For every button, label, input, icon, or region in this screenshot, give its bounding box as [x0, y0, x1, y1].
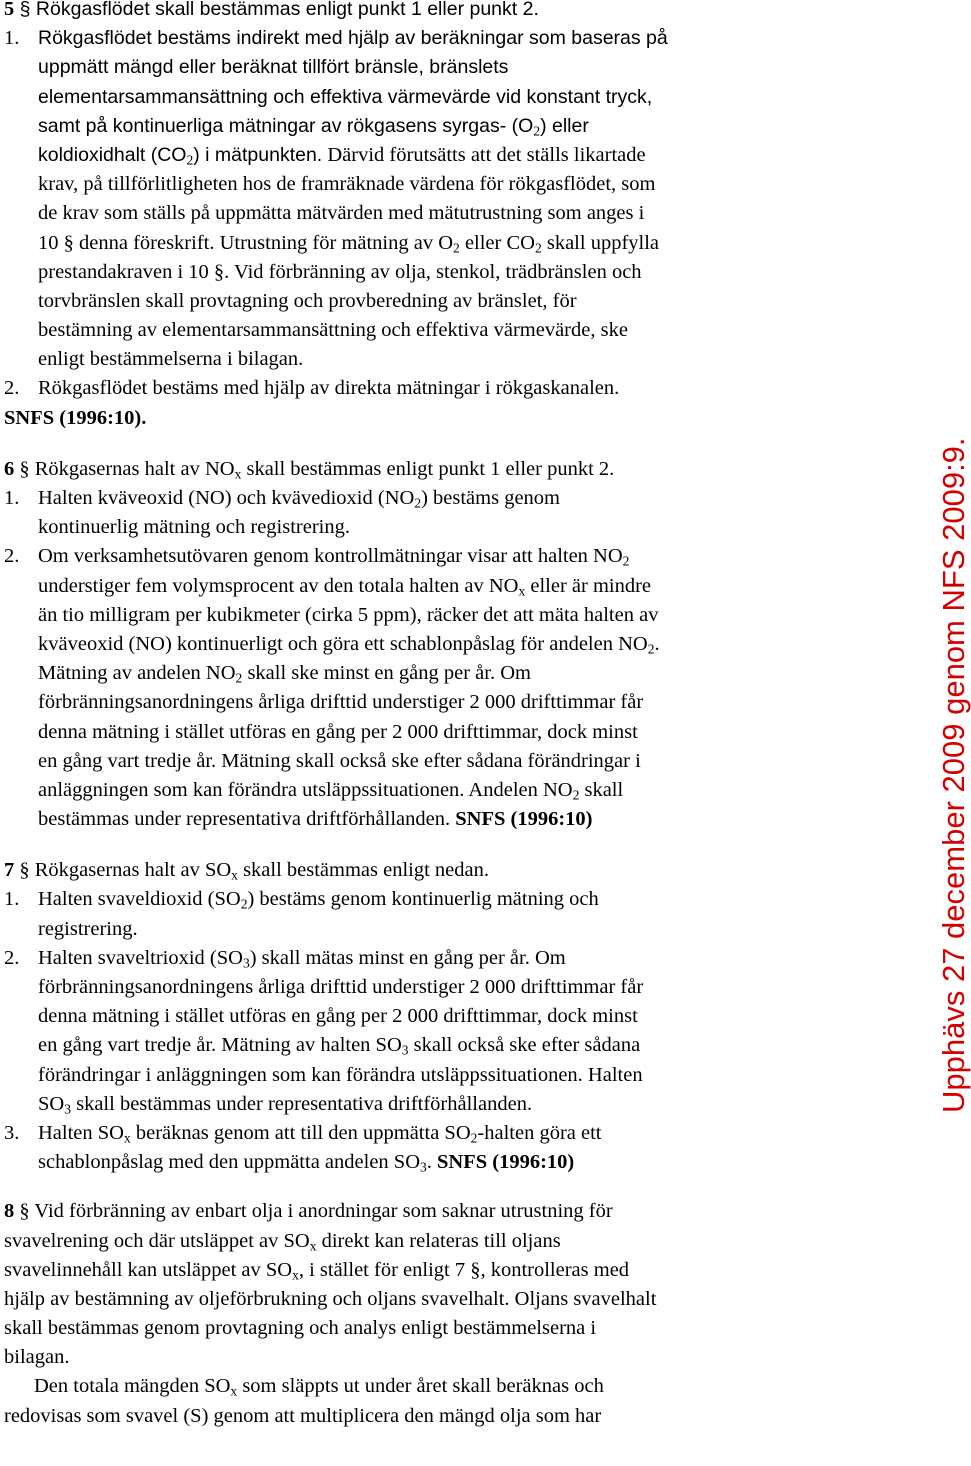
text-segment: Halten SO — [38, 1121, 124, 1144]
subscript: 3 — [64, 1101, 71, 1117]
subscript: 2 — [622, 553, 630, 569]
text-line — [4, 1285, 854, 1314]
text-line — [4, 1402, 854, 1431]
subscript: 2 — [534, 239, 542, 255]
text-segment: Rökgasflödet bestäms indirekt med hjälp av beräkningar som baseras på — [38, 27, 668, 50]
text-segment: svavelinnehåll kan utsläppet av SO — [4, 1258, 293, 1281]
text-segment: § Vid förbränning av enbart olja i anordningar som saknar utrustning för — [14, 1200, 613, 1223]
list-number: 2. — [4, 946, 20, 969]
text-segment: bestämmas under representativa driftförhållanden. — [38, 808, 456, 831]
text-line — [4, 1148, 854, 1177]
bold-text: 7 — [4, 859, 15, 882]
text-segment: en gång vart tredje år. Mätning av halten SO — [38, 1034, 402, 1057]
text-line — [4, 1197, 854, 1226]
text-line — [4, 374, 854, 403]
text-segment: Därvid förutsätts att det ställs likartade — [322, 143, 646, 166]
text-segment: -halten göra ett — [477, 1121, 602, 1144]
text-line — [4, 915, 854, 944]
paragraph-spacer — [4, 433, 854, 455]
text-segment: torvbränslen skall provtagning och provberedning av bränslet, för — [38, 289, 577, 312]
text-line — [4, 513, 854, 542]
text-segment: Rökgasflödet bestäms med hjälp av direkta mätningar i rökgaskanalen. — [38, 377, 620, 400]
text-line — [4, 1343, 854, 1372]
text-segment: skall bestämmas enligt nedan. — [237, 859, 490, 882]
text-line — [4, 856, 854, 885]
list-number: 1. — [4, 27, 20, 50]
text-segment: enligt bestämmelserna i bilagan. — [38, 348, 304, 371]
text-line — [4, 24, 854, 53]
subscript: 2 — [572, 787, 580, 803]
text-line — [4, 53, 854, 82]
bold-text: SNFS (1996:10). — [4, 406, 147, 429]
text-segment: förändringar i anläggningen som kan förändra utsläppssituationen. Halten — [38, 1063, 643, 1086]
text-segment: ) i mätpunkten. — [193, 143, 323, 166]
text-line — [4, 199, 854, 228]
text-line — [4, 542, 854, 571]
text-segment: skall bestämmas genom provtagning och analys enligt bestämmelserna i — [4, 1317, 597, 1340]
text-segment: skall också ske efter sådana — [408, 1034, 641, 1057]
text-segment: eller är mindre — [525, 574, 652, 597]
text-segment: ) skall mätas minst en gång per år. Om — [249, 946, 566, 969]
text-line — [4, 316, 854, 345]
subscript: x — [234, 466, 242, 482]
text-line — [4, 1031, 854, 1060]
text-line — [4, 229, 854, 258]
text-line — [4, 630, 854, 659]
text-segment: , i stället för enligt 7 §, kontrolleras med — [298, 1258, 630, 1281]
paragraph-spacer — [4, 834, 854, 856]
text-segment: Om verksamhetsutövaren genom kontrollmätningar visar att halten NO — [38, 545, 623, 568]
text-segment: understiger fem volymsprocent av den totala halten av NO — [38, 574, 519, 597]
subscript: x — [309, 1237, 317, 1253]
text-line — [4, 601, 854, 630]
text-line — [4, 1256, 854, 1285]
text-line — [4, 112, 854, 141]
text-segment: samt på kontinuerliga mätningar av rökgasens syrgas- (O — [38, 114, 534, 137]
text-segment: svavelrening och där utsläppet av SO — [4, 1229, 310, 1252]
list-number: 2. — [4, 545, 20, 568]
bold-text: 5 — [4, 0, 15, 20]
text-line — [4, 944, 854, 973]
text-line — [4, 1002, 854, 1031]
text-line — [4, 1119, 854, 1148]
text-segment: elementarsammansättning och effektiva värmevärde vid konstant tryck, — [38, 85, 653, 108]
subscript: x — [518, 582, 526, 598]
text-segment: skall bestämmas enligt punkt 1 eller punkt 2. — [241, 457, 615, 480]
text-line — [4, 83, 854, 112]
repeal-notice: Upphävs 27 december 2009 genom NFS 2009:9. — [936, 437, 971, 1113]
text-line — [4, 170, 854, 199]
subscript: 2 — [453, 239, 460, 255]
text-segment: bilagan. — [4, 1346, 70, 1369]
subscript: x — [231, 867, 238, 883]
list-number: 3. — [4, 1121, 20, 1144]
subscript: 2 — [533, 123, 541, 139]
text-line — [4, 455, 854, 484]
bold-text: 8 — [4, 1200, 15, 1223]
text-line — [4, 0, 854, 24]
paragraph-spacer — [4, 1177, 854, 1197]
text-segment: som släppts ut under året skall beräknas och — [237, 1375, 604, 1398]
text-segment: kontinuerlig mätning och registrering. — [38, 516, 350, 539]
text-segment: eller CO — [459, 231, 535, 254]
list-number: 1. — [4, 487, 20, 509]
text-segment: krav, på tillförlitligheten hos de framräknade värdena för rökgasflödet, som — [38, 173, 656, 196]
text-segment: Halten svaveldioxid (SO — [38, 888, 241, 911]
subscript: 2 — [414, 495, 422, 511]
list-number: 2. — [4, 377, 20, 400]
text-segment: skall ske minst en gång per år. Om — [242, 662, 531, 685]
text-line — [4, 404, 854, 433]
text-segment: 10 § denna föreskrift. Utrustning för mätning av O — [38, 231, 454, 254]
subscript: x — [123, 1130, 131, 1146]
text-segment: skall uppfylla — [541, 231, 660, 254]
document-page — [4, 0, 854, 1431]
text-segment: bestämning av elementarsammansättning och effektiva värmevärde, ske — [38, 319, 628, 342]
text-segment: Mätning av andelen NO — [38, 662, 236, 685]
bold-text: 6 — [4, 457, 15, 480]
text-segment: Den totala mängden SO — [34, 1375, 231, 1398]
text-line — [4, 484, 854, 513]
text-line — [4, 345, 854, 374]
text-segment: en gång vart tredje år. Mätning skall också ske efter sådana förändringar i — [38, 749, 641, 772]
text-line — [4, 688, 854, 717]
text-segment: de krav som ställs på uppmätta mätvärden med mätutrustning som anges i — [38, 202, 645, 225]
subscript: 3 — [420, 1159, 427, 1175]
text-line — [4, 747, 854, 776]
text-segment: ) eller — [540, 114, 589, 137]
text-line — [4, 1314, 854, 1343]
text-segment: § Rökgasernas halt av NO — [14, 457, 235, 480]
text-line — [4, 1061, 854, 1090]
text-segment: denna mätning i stället utföras en gång per 2 000 drifttimmar, dock minst — [38, 720, 638, 743]
text-segment: SO — [38, 1092, 65, 1115]
text-segment: hjälp av bestämning av oljeförbrukning och oljans svavelhalt. Oljans svavelhalt — [4, 1287, 657, 1310]
subscript: 2 — [235, 670, 243, 686]
text-line — [4, 572, 854, 601]
subscript: 3 — [401, 1042, 409, 1058]
text-segment: schablonpåslag med den uppmätta andelen SO — [38, 1151, 420, 1174]
text-line — [4, 1227, 854, 1256]
text-segment: prestandakraven i 10 §. Vid förbränning av olja, stenkol, trädbränslen och — [38, 260, 642, 283]
text-line — [4, 718, 854, 747]
text-segment: denna mätning i stället utföras en gång per 2 000 drifttimmar, dock minst — [38, 1005, 638, 1028]
text-segment: § Rökgasflödet skall bestämmas enligt punkt 1 eller punkt 2. — [14, 0, 539, 20]
subscript: 2 — [647, 641, 655, 657]
subscript: x — [230, 1383, 238, 1399]
text-segment: direkt kan relateras till oljans — [316, 1229, 561, 1252]
text-segment: Halten kväveoxid (NO) och kvävedioxid (NO — [38, 487, 415, 509]
text-line — [4, 141, 854, 170]
text-line — [4, 973, 854, 1002]
subscript: 3 — [242, 955, 250, 971]
text-line — [4, 659, 854, 688]
subscript: 2 — [240, 896, 248, 912]
text-segment: redovisas som svavel (S) genom att multiplicera den mängd olja som har — [4, 1404, 602, 1427]
subscript: 2 — [186, 152, 194, 168]
text-line — [4, 287, 854, 316]
text-segment: beräknas genom att till den uppmätta SO — [130, 1121, 471, 1144]
text-segment: § Rökgasernas halt av SO — [14, 859, 232, 882]
text-segment: koldioxidhalt (CO — [38, 143, 187, 166]
text-segment: än tio milligram per kubikmeter (cirka 5 ppm), räcker det att mäta halten av — [38, 603, 659, 626]
text-segment: ) bestäms genom — [421, 487, 560, 509]
text-segment: Halten svaveltrioxid (SO — [38, 946, 243, 969]
text-segment: skall bestämmas under representativa driftförhållanden. — [70, 1092, 533, 1115]
text-segment: skall — [579, 778, 624, 801]
text-line — [4, 776, 854, 805]
text-segment: . — [426, 1151, 438, 1174]
text-segment: kväveoxid (NO) kontinuerligt och göra ett schablonpåslag för andelen NO — [38, 632, 648, 655]
text-line — [4, 1090, 854, 1119]
list-number: 1. — [4, 888, 20, 911]
text-segment: förbränningsanordningens årliga drifttid understiger 2 000 drifttimmar får — [38, 691, 644, 714]
subscript: 2 — [470, 1130, 478, 1146]
text-line — [4, 258, 854, 287]
text-segment: registrering. — [38, 917, 138, 940]
text-segment: uppmätt mängd eller beräknat tillfört bränsle, bränslets — [38, 56, 509, 79]
bold-text: SNFS (1996:10) — [437, 1151, 575, 1174]
text-segment: förbränningsanordningens årliga drifttid understiger 2 000 drifttimmar får — [38, 976, 644, 998]
subscript: x — [292, 1267, 299, 1283]
text-segment: . — [654, 632, 660, 655]
text-line — [4, 885, 854, 914]
text-segment: ) bestäms genom kontinuerlig mätning och — [247, 888, 599, 911]
text-line — [4, 1372, 854, 1401]
text-segment: anläggningen som kan förändra utsläppssituationen. Andelen NO — [38, 778, 573, 801]
text-line — [4, 805, 854, 834]
bold-text: SNFS (1996:10) — [455, 808, 593, 831]
